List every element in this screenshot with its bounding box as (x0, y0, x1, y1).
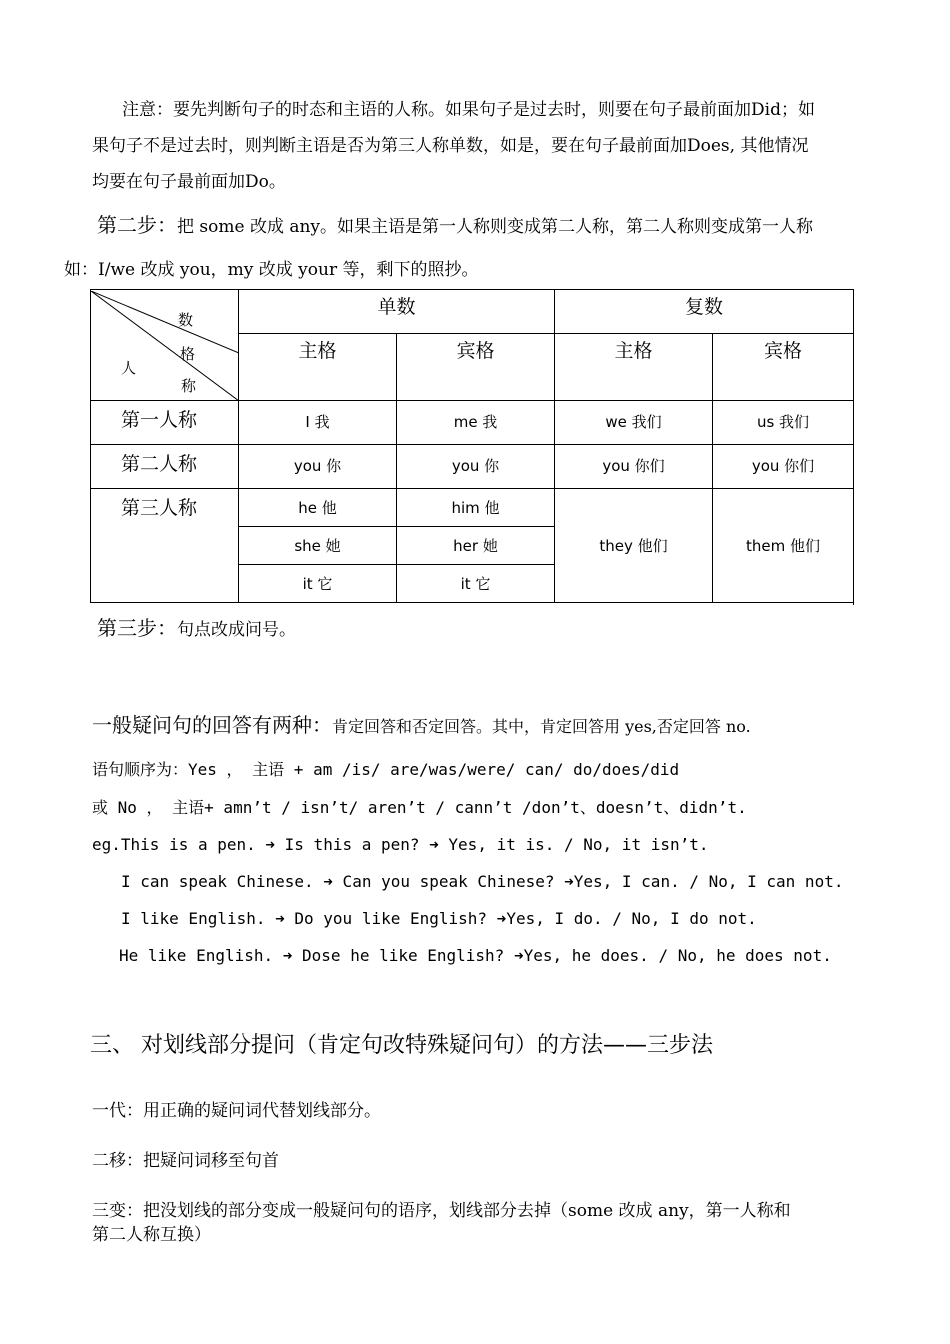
cell-third-it: it 它 (239, 565, 397, 603)
cell-first-singular-subject: I 我 (239, 401, 397, 445)
corner-label-person: 人 (121, 359, 137, 377)
table-row (91, 489, 854, 527)
row-person-first: 第一人称 (91, 401, 239, 445)
section3-heading: 三、 对划线部分提问（肯定句改特殊疑问句）的方法——三步法 (90, 1033, 713, 1058)
cell-first-plural-subject: we 我们 (555, 401, 713, 445)
step2-text: 把 some 改成 any。如果主语是第一人称则变成第二人称，第二人称则变成第一人称 (177, 217, 814, 237)
answers-title-rest: 肯定回答和否定回答。其中，肯定回答用 yes,否定回答 no. (332, 717, 751, 736)
corner-diagonals (91, 291, 239, 401)
cell-first-plural-object: us 我们 (713, 401, 854, 445)
step2-example: 如：I/we 改成 you，my 改成 your 等，剩下的照抄。 (64, 260, 479, 280)
section3-step1: 一代：用正确的疑问词代替划线部分。 (92, 1101, 381, 1121)
row-person-second: 第二人称 (91, 445, 239, 489)
cell-second-singular-subject: you 你 (239, 445, 397, 489)
example-line-2: I can speak Chinese. ➜ Can you speak Chinese? ➜Yes, I can. / No, I can not. (121, 872, 844, 891)
note-line-1: 注意：要先判断句子的时态和主语的人称。如果句子是过去时，则要在句子最前面加Did；如 (122, 100, 815, 120)
cell-third-it-object: it 它 (397, 565, 555, 603)
cell-third-plural-object: them 他们 (713, 489, 854, 603)
section3-step3-line2: 第二人称互换） (92, 1225, 211, 1245)
row-person-third: 第三人称 (91, 489, 239, 603)
section3-step2: 二移：把疑问词移至句首 (92, 1151, 279, 1171)
step3-line (97, 616, 296, 642)
example-line-4: He like English. ➜ Dose he like English? ➜Yes, he does. / No, he does not. (119, 946, 832, 965)
example-line-1: eg.This is a pen. ➜ Is this a pen? ➜ Yes, it is. / No, it isn’t. (92, 835, 709, 854)
cell-third-plural-subject: they 他们 (555, 489, 713, 603)
step2-label: 第二步： (97, 213, 177, 237)
corner-label-number: 数 (178, 311, 194, 329)
cell-third-he: he 他 (239, 489, 397, 527)
header-plural-subject: 主格 (555, 334, 713, 401)
header-plural: 复数 (555, 290, 854, 334)
pronoun-table (90, 289, 854, 603)
answer-order-no: 或 No ， 主语+ amn’t / isn’t/ aren’t / cann’t /don’t、doesn’t、didn’t. (92, 798, 747, 817)
step3-text: 句点改成问号。 (177, 620, 296, 640)
corner-label-title: 称 (181, 377, 197, 395)
step2-line (97, 213, 813, 239)
header-singular-subject: 主格 (239, 334, 397, 401)
note-paragraph (92, 92, 902, 200)
corner-cell (91, 290, 239, 401)
table-row (91, 445, 854, 489)
cell-third-her: her 她 (397, 527, 555, 565)
cell-second-plural-subject: you 你们 (555, 445, 713, 489)
section3-step3-line1: 三变：把没划线的部分变成一般疑问句的语序，划线部分去掉（some 改成 any，第一人称和 (92, 1201, 791, 1221)
cell-second-plural-object: you 你们 (713, 445, 854, 489)
cell-second-singular-object: you 你 (397, 445, 555, 489)
table-row (91, 401, 854, 445)
cell-third-she: she 她 (239, 527, 397, 565)
corner-label-case: 格 (180, 345, 196, 363)
note-line-3: 均要在句子最前面加Do。 (92, 172, 286, 192)
answers-title: 一般疑问句的回答有两种： (92, 713, 332, 737)
header-singular-object: 宾格 (397, 334, 555, 401)
cell-third-him: him 他 (397, 489, 555, 527)
header-plural-object: 宾格 (713, 334, 854, 401)
answer-order-yes: 语句顺序为：Yes ， 主语 + am /is/ are/was/were/ can/ do/does/did (92, 760, 680, 779)
header-singular: 单数 (239, 290, 555, 334)
table-outer-border (853, 289, 856, 605)
answers-title-line (92, 713, 751, 739)
note-line-2: 果句子不是过去时，则判断主语是否为第三人称单数，如是，要在句子最前面加Does, 其他情况 (92, 136, 809, 156)
cell-first-singular-object: me 我 (397, 401, 555, 445)
step3-label: 第三步： (97, 616, 177, 640)
example-line-3: I like English. ➜ Do you like English? ➜Yes, I do. / No, I do not. (121, 909, 757, 928)
